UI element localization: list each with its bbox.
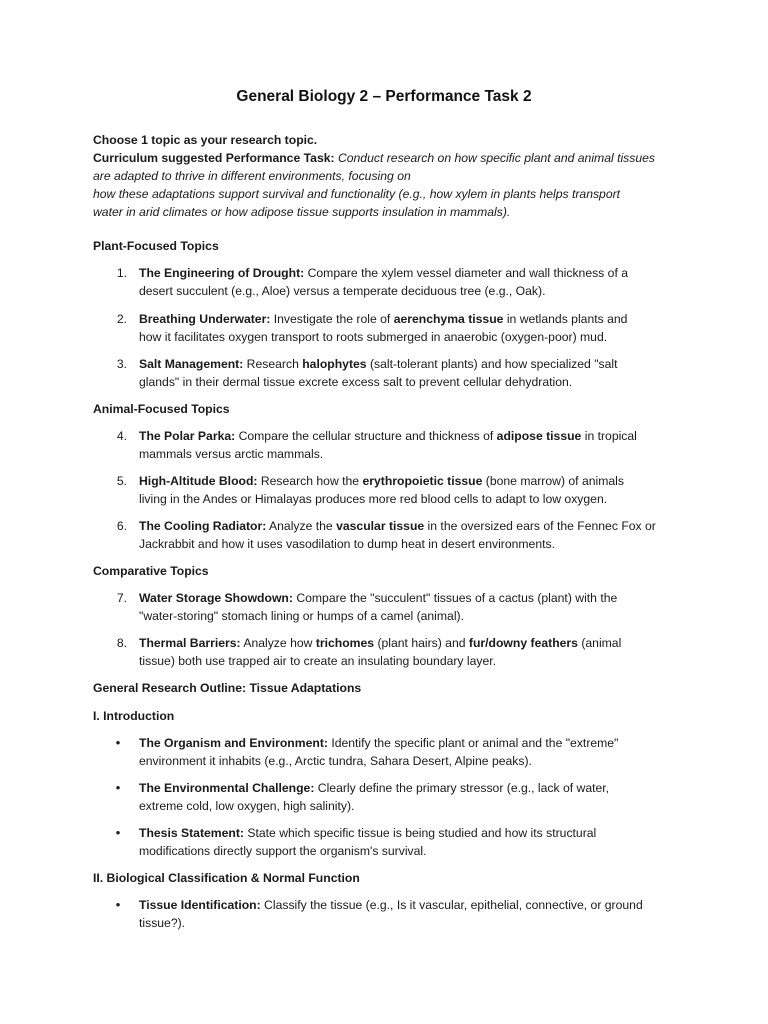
topic-keyword: trichomes — [315, 636, 375, 650]
topic-text: (salt-tolerant plants) and how specialized "salt — [366, 357, 618, 371]
bullet-marker: • — [115, 735, 121, 750]
curriculum-text-3: how these adaptations support survival and functionality (e.g., how xylem in plants helps transport — [93, 187, 621, 201]
topic-item-3 — [139, 355, 679, 391]
topic-number: 7. — [116, 591, 127, 605]
topic-label: Water Storage Showdown: — [139, 591, 293, 605]
bullet-text: modifications directly support the organism's survival. — [139, 844, 427, 858]
bullet-text: Identify the specific plant or animal and the "extreme" — [327, 736, 619, 750]
topic-text: Research — [243, 357, 303, 371]
bullet-marker: • — [115, 780, 121, 795]
topic-text: mammals versus arctic mammals. — [139, 447, 324, 461]
topic-text: how it facilitates oxygen transport to roots submerged in anaerobic (oxygen-poor) mud. — [139, 330, 608, 344]
bullet-text: Clearly define the primary stressor (e.g., lack of water, — [314, 781, 610, 795]
topic-item-2 — [139, 310, 679, 346]
topic-text: in the oversized ears of the Fennec Fox or — [424, 519, 656, 533]
animal-topics-heading: Animal-Focused Topics — [93, 402, 230, 416]
bullet-item-thesis — [139, 824, 679, 860]
topic-number: 1. — [116, 266, 127, 280]
bullet-label: The Organism and Environment: — [139, 736, 328, 750]
topic-item-8 — [139, 634, 679, 670]
topic-text: Jackrabbit and how it uses vasodilation to dump heat in desert environments. — [139, 537, 555, 551]
introduction-heading: I. Introduction — [93, 709, 175, 723]
topic-keyword: halophytes — [302, 357, 367, 371]
topic-number: 5. — [116, 474, 127, 488]
topic-label: High-Altitude Blood: — [139, 474, 258, 488]
topic-number: 6. — [116, 519, 127, 533]
topic-item-4 — [139, 427, 679, 463]
topic-label: Breathing Underwater: — [139, 312, 271, 326]
topic-text: (animal — [577, 636, 622, 650]
topic-keyword: adipose tissue — [496, 429, 582, 443]
bullet-marker: • — [115, 897, 121, 912]
bullet-text: tissue?). — [139, 916, 186, 930]
bullet-item-challenge — [139, 779, 679, 815]
topic-keyword: vascular tissue — [336, 519, 425, 533]
intro-block — [93, 131, 683, 221]
topic-number: 2. — [116, 312, 127, 326]
bullet-label: Thesis Statement: — [139, 826, 244, 840]
topic-number: 3. — [116, 357, 127, 371]
bullet-label: The Environmental Challenge: — [139, 781, 315, 795]
topic-number: 4. — [116, 429, 127, 443]
document-title: General Biology 2 – Performance Task 2 — [236, 88, 532, 105]
topic-label: Salt Management: — [139, 357, 244, 371]
curriculum-text-4: water in arid climates or how adipose tissue supports insulation in mammals). — [93, 205, 511, 219]
bullet-text: Classify the tissue (e.g., Is it vascular, epithelial, connective, or ground — [260, 898, 643, 912]
curriculum-text-1: Conduct research on how specific plant and animal tissues — [337, 151, 656, 165]
topic-number: 8. — [116, 636, 127, 650]
bullet-item-tissue-id — [139, 896, 679, 932]
topic-text: Analyze the — [266, 519, 337, 533]
curriculum-line-1 — [93, 149, 683, 167]
topic-keyword: fur/downy feathers — [468, 636, 578, 650]
bullet-item-organism — [139, 734, 679, 770]
topic-text: (plant hairs) and — [374, 636, 469, 650]
bullet-text: State which specific tissue is being studied and how its structural — [243, 826, 597, 840]
bullet-text: environment it inhabits (e.g., Arctic tundra, Sahara Desert, Alpine peaks). — [139, 754, 532, 768]
topic-label: The Engineering of Drought: — [139, 266, 305, 280]
topic-item-7 — [139, 589, 679, 625]
topic-text: "water-storing" stomach lining or humps of a camel (animal). — [139, 609, 464, 623]
topic-text: Compare the xylem vessel diameter and wall thickness of a — [304, 266, 628, 280]
topic-text: Investigate the role of — [270, 312, 394, 326]
topic-text: (bone marrow) of animals — [482, 474, 624, 488]
bullet-marker: • — [115, 825, 121, 840]
topic-text: desert succulent (e.g., Aloe) versus a temperate deciduous tree (e.g., Oak). — [139, 284, 546, 298]
topic-text: Analyze how — [240, 636, 316, 650]
topic-label: The Cooling Radiator: — [139, 519, 267, 533]
topic-text: living in the Andes or Himalayas produces more red blood cells to adapt to low oxygen. — [139, 492, 608, 506]
curriculum-label: Curriculum suggested Performance Task: — [93, 151, 335, 165]
topic-text: Compare the "succulent" tissues of a cactus (plant) with the — [292, 591, 618, 605]
choose-instruction: Choose 1 topic as your research topic. — [93, 133, 318, 147]
topic-text: Research how the — [257, 474, 363, 488]
curriculum-text-2: are adapted to thrive in different environments, focusing on — [93, 169, 411, 183]
comparative-topics-heading: Comparative Topics — [93, 564, 209, 578]
topic-item-6 — [139, 517, 679, 553]
bullet-text: extreme cold, low oxygen, high salinity). — [139, 799, 355, 813]
topic-item-5 — [139, 472, 679, 508]
topic-label: Thermal Barriers: — [139, 636, 241, 650]
bullet-label: Tissue Identification: — [139, 898, 261, 912]
classification-heading: II. Biological Classification & Normal Function — [93, 871, 360, 885]
topic-item-1 — [139, 264, 679, 300]
topic-text: glands" in their dermal tissue excrete excess salt to prevent cellular dehydration. — [139, 375, 573, 389]
topic-text: tissue) both use trapped air to create an insulating boundary layer. — [139, 654, 497, 668]
topic-keyword: aerenchyma tissue — [393, 312, 504, 326]
topic-text: Compare the cellular structure and thickness of — [235, 429, 497, 443]
topic-text: in wetlands plants and — [503, 312, 628, 326]
outline-heading: General Research Outline: Tissue Adaptations — [93, 681, 362, 695]
topic-label: The Polar Parka: — [139, 429, 236, 443]
topic-text: in tropical — [581, 429, 637, 443]
topic-keyword: erythropoietic tissue — [362, 474, 483, 488]
plant-topics-heading: Plant-Focused Topics — [93, 239, 219, 253]
